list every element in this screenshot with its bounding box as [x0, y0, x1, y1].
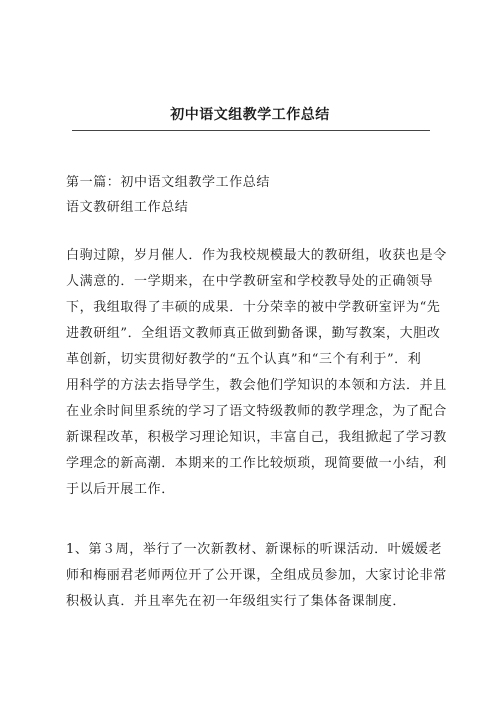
paragraph-line: 于以后开展工作．	[66, 482, 175, 497]
paragraph-line: 在业余时间里系统的学习了语文特级教师的教学理念，为了配合	[66, 404, 447, 419]
paragraph-line: 师和梅丽君老师两位开了公开课，全组成员参加，大家讨论非常	[66, 568, 447, 583]
paragraph-line: 积极认真．并且率先在初一年级组实行了集体备课制度．	[66, 594, 407, 609]
paragraph-line: 人满意的．一学期来，在中学教研室和学校教导处的正确领导	[66, 274, 434, 289]
paragraph-line: 白驹过隙，岁月催人．作为我校规模最大的教研组，收获也是令	[66, 248, 447, 263]
paragraph-line: 进教研组”．全组语文教师真正做到勤备课，勤写教案，大胆改	[66, 326, 441, 341]
title-divider	[72, 130, 430, 131]
paragraph-line: 学理念的新高潮．本期来的工作比较烦琐，现简要做一小结，利	[66, 456, 447, 471]
section-heading: 第一篇：初中语文组教学工作总结	[66, 175, 271, 190]
document-title: 初中语文组教学工作总结	[170, 107, 330, 123]
paragraph-line: 新课程改革，积极学习理论知识，丰富自己，我组掀起了学习教	[66, 430, 447, 445]
paragraph-line: 用科学的方法去指导学生，教会他们学知识的本领和方法．并且	[66, 378, 447, 393]
paragraph-line: 革创新，切实贯彻好教学的“五个认真”和“三个有利于”．利	[66, 352, 422, 367]
paragraph-line: 1、第３周，举行了一次新教材、新课标的听课活动．叶媛媛老	[66, 542, 443, 557]
subheading: 语文教研组工作总结	[66, 200, 189, 215]
paragraph-line: 下，我组取得了丰硕的成果．十分荣幸的被中学教研室评为“先	[66, 300, 441, 315]
